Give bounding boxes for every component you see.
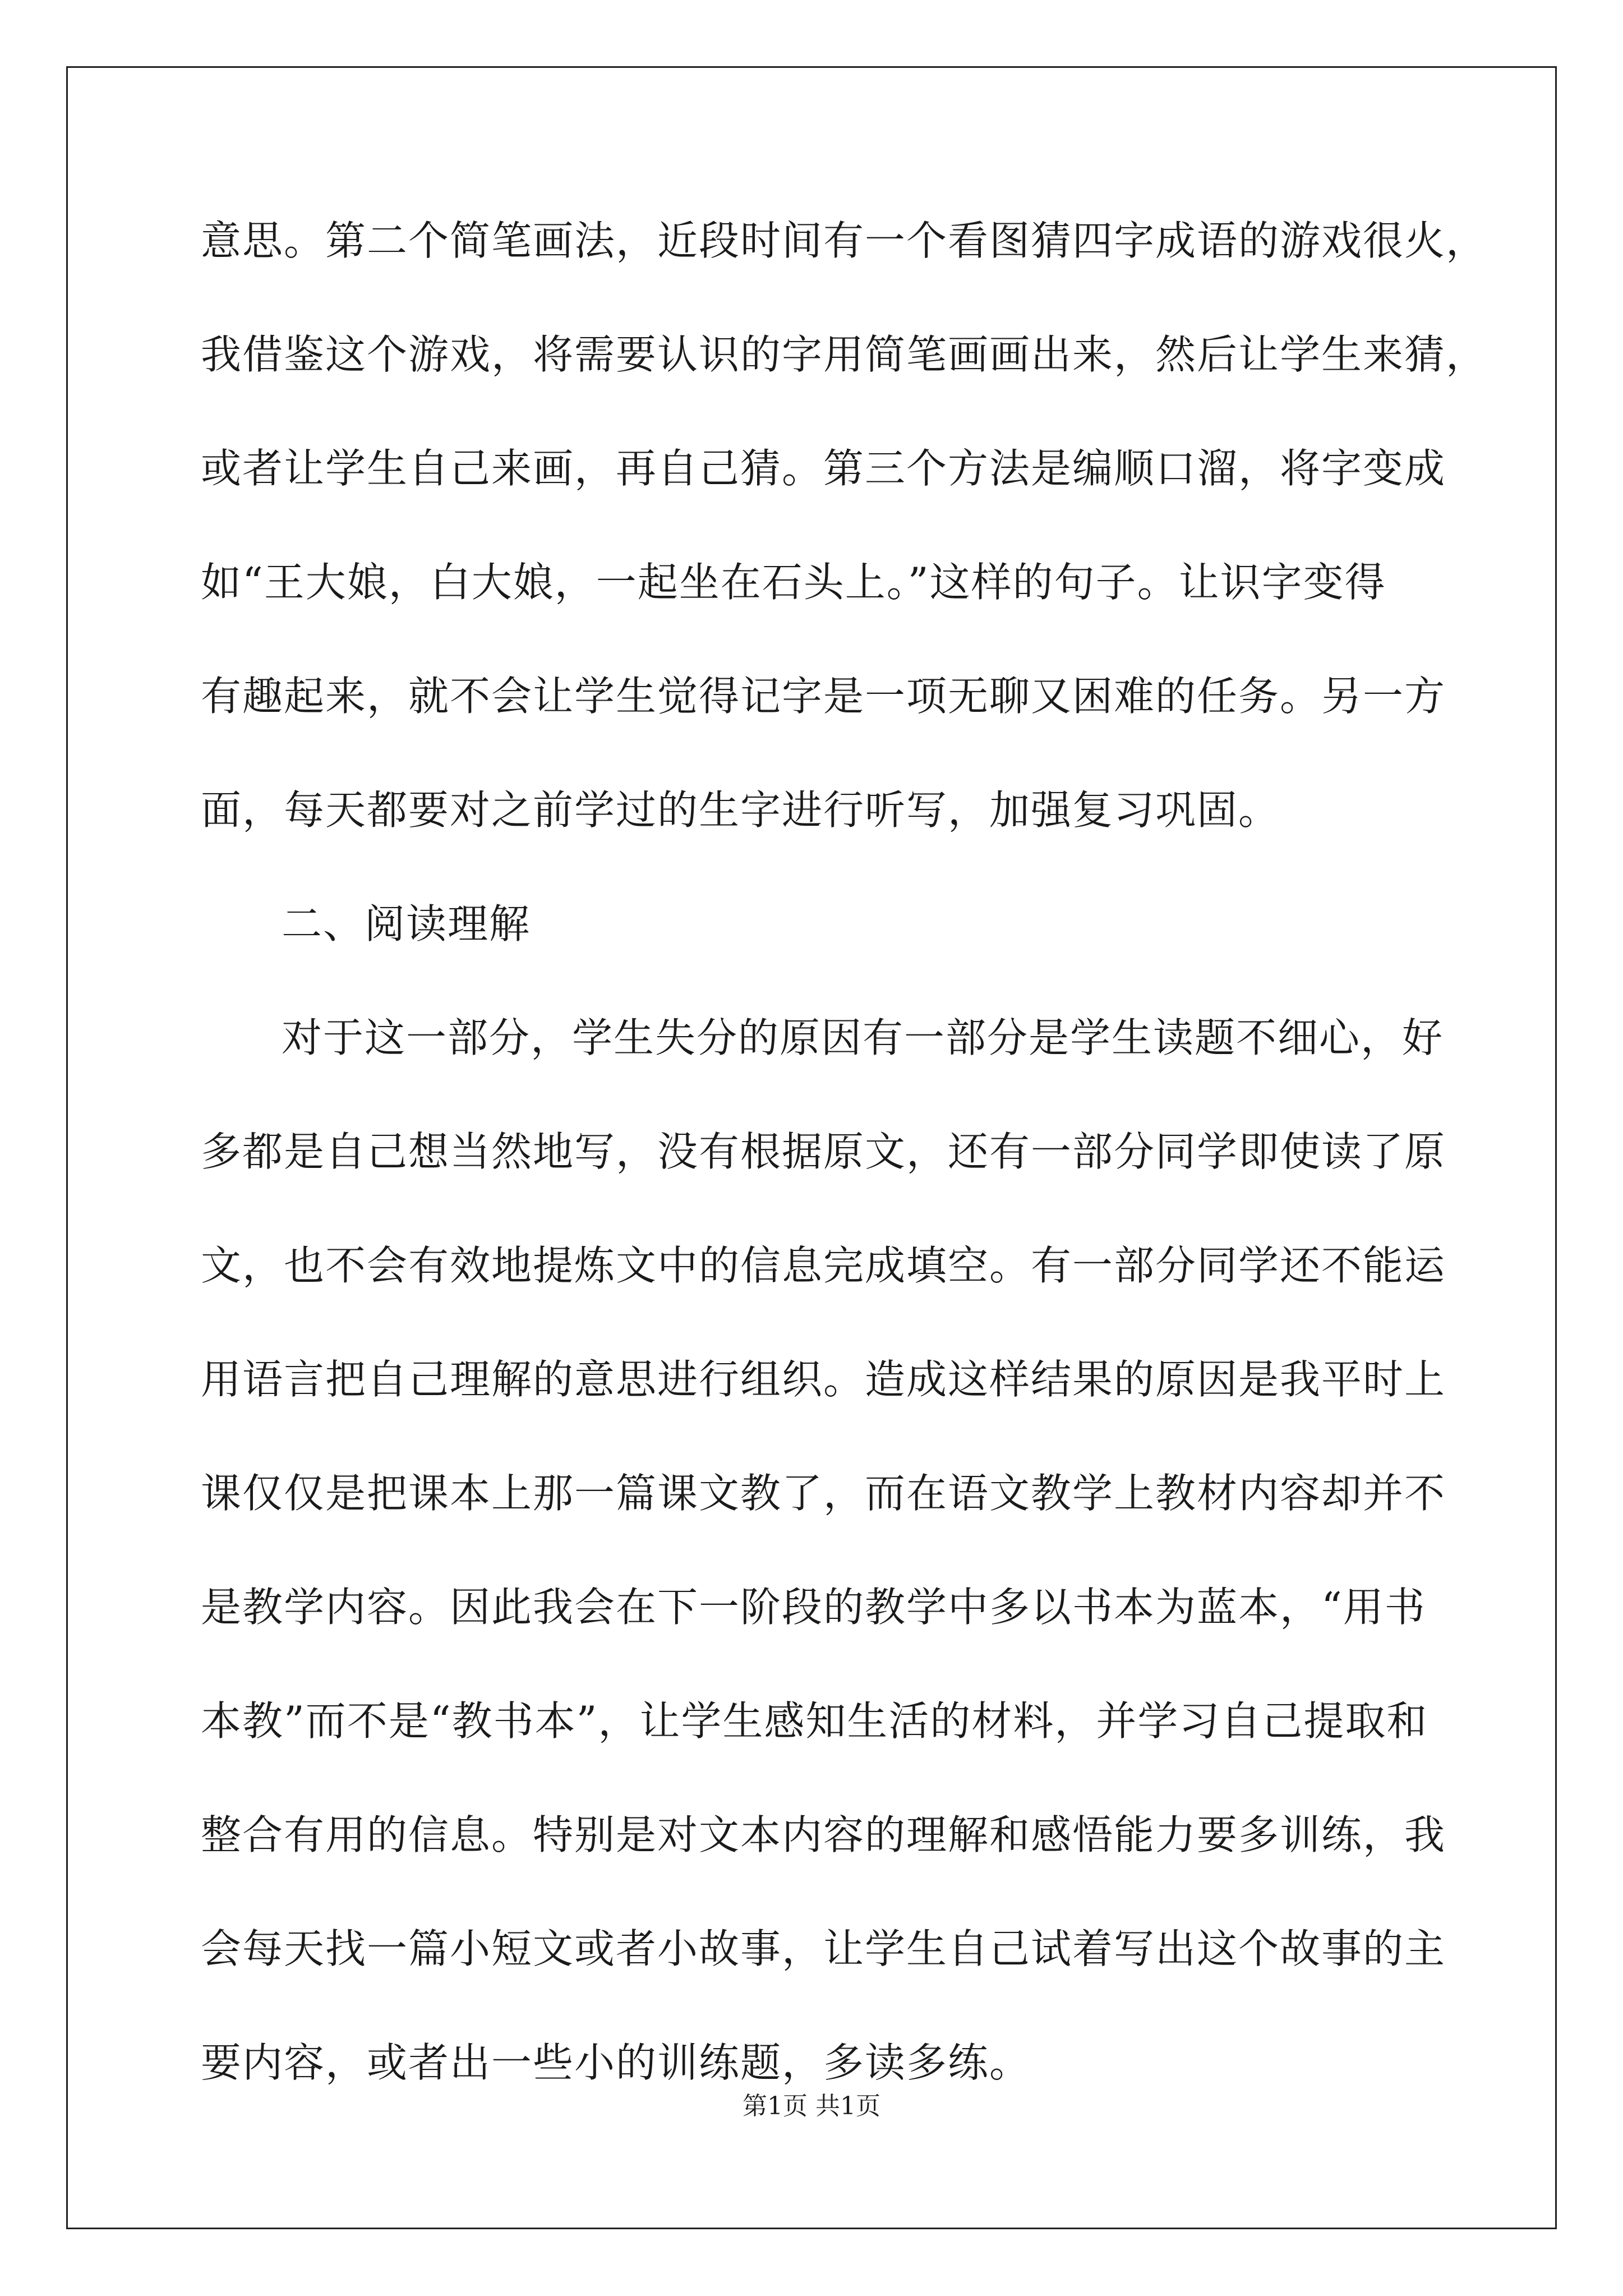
body-line: 面，每天都要对之前学过的生字进行听写，加强复习巩固。 bbox=[201, 786, 1280, 834]
body-line: 或者让学生自己来画，再自己猜。第三个方法是编顺口溜，将字变成 bbox=[201, 445, 1446, 492]
body-line: 多都是自己想当然地写，没有根据原文，还有一部分同学即使读了原 bbox=[201, 1128, 1446, 1175]
body-line: 本教”而不是“教书本”，让学生感知生活的材料，并学习自己提取和 bbox=[201, 1697, 1428, 1745]
body-line: 意思。第二个简笔画法，近段时间有一个看图猜四字成语的游戏很火， bbox=[201, 217, 1488, 264]
page-footer: 第1页 共1页 bbox=[743, 2092, 880, 2120]
body-line: 对于这一部分，学生失分的原因有一部分是学生读题不细心，好 bbox=[282, 1014, 1444, 1061]
body-line: 要内容，或者出一些小的训练题，多读多练。 bbox=[201, 2039, 1031, 2086]
section-heading: 二、阅读理解 bbox=[282, 900, 531, 947]
body-line: 文，也不会有效地提炼文中的信息完成填空。有一部分同学还不能运 bbox=[201, 1242, 1446, 1289]
body-line: 我借鉴这个游戏，将需要认识的字用简笔画画出来，然后让学生来猜， bbox=[201, 331, 1488, 378]
body-line: 有趣起来，就不会让学生觉得记字是一项无聊又困难的任务。另一方 bbox=[201, 673, 1446, 720]
body-line: 用语言把自己理解的意思进行组织。造成这样结果的原因是我平时上 bbox=[201, 1356, 1446, 1403]
body-line: 会每天找一篇小短文或者小故事，让学生自己试着写出这个故事的主 bbox=[201, 1925, 1446, 1972]
body-line: 是教学内容。因此我会在下一阶段的教学中多以书本为蓝本，“用书 bbox=[201, 1584, 1426, 1631]
body-line: 如“王大娘，白大娘，一起坐在石头上。”这样的句子。让识字变得 bbox=[201, 559, 1386, 606]
body-line: 整合有用的信息。特别是对文本内容的理解和感悟能力要多训练，我 bbox=[201, 1811, 1446, 1858]
body-line: 课仅仅是把课本上那一篇课文教了，而在语文教学上教材内容却并不 bbox=[201, 1470, 1446, 1517]
